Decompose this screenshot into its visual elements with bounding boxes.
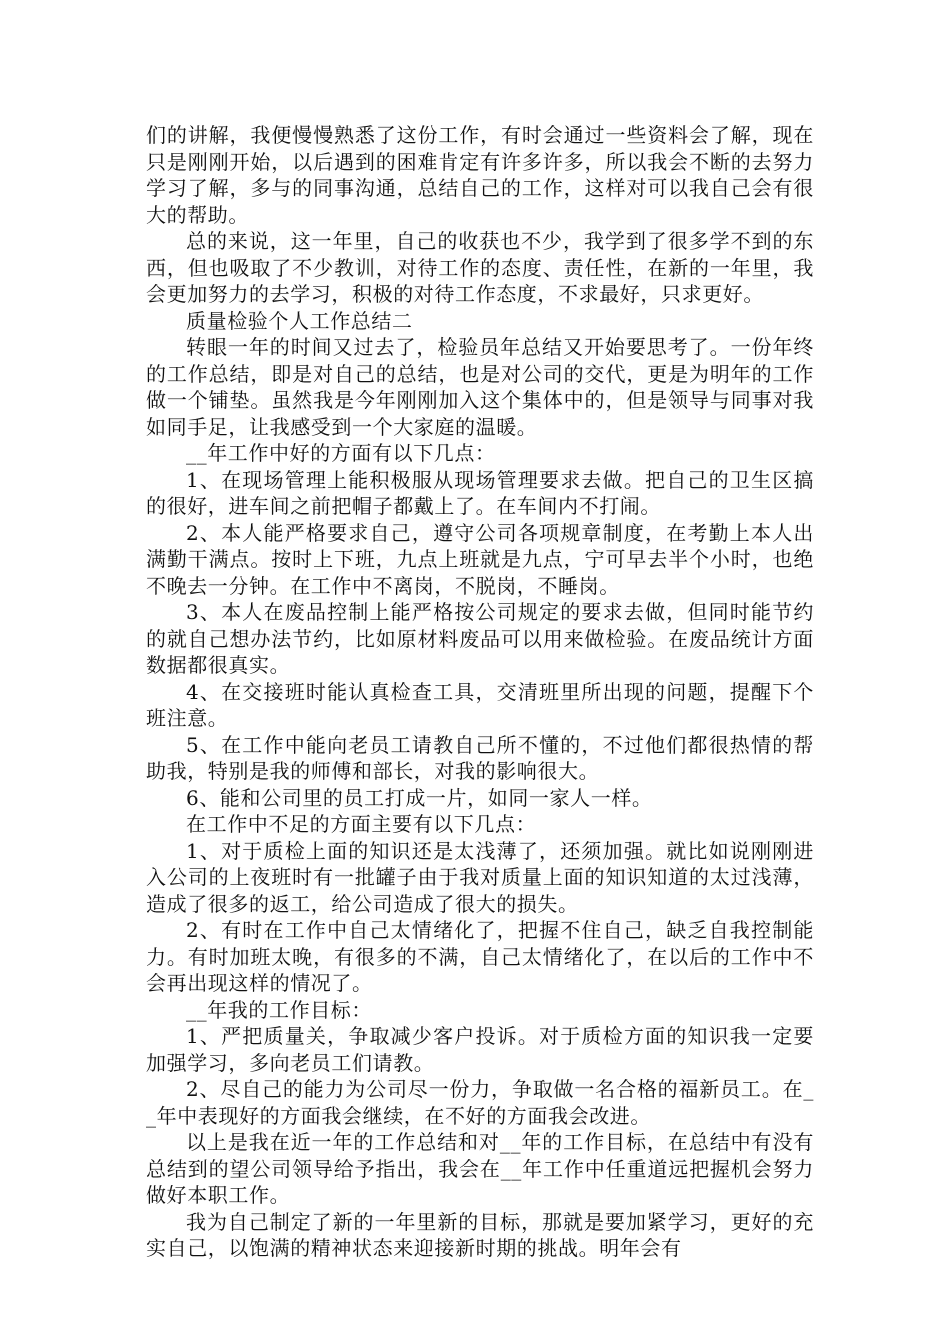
heading-good-points: __年工作中好的方面有以下几点： (186, 441, 496, 465)
paragraph-new-goals: 我为自己制定了新的一年里新的目标，那就是要加紧学习，更好的充实自己，以饱满的精神状态来迎接新时期的挑战。明年会有 (146, 1209, 814, 1260)
paragraph-intro: 转眼一年的时间又过去了，检验员年总结又开始要思考了。一份年终的工作总结，即是对自己的总结，也是对公司的交代，更是为明年的工作做一个铺垫。虽然我是今年刚刚加入这个集体中的，但是领导与同事对我如同手足，让我感受到一个大家庭的温暖。 (146, 335, 814, 439)
list-item-shortcoming-2: 2、有时在工作中自己太情绪化了，把握不住自己，缺乏自我控制能力。有时加班太晚，有很多的不满，自己太情绪化了，在以后的工作中不会再出现这样的情况了。 (146, 918, 814, 995)
paragraph-continued-training: 们的讲解，我便慢慢熟悉了这份工作，有时会通过一些资料会了解，现在只是刚刚开始，以后遇到的困难肯定有许多许多，所以我会不断的去努力学习了解，多与的同事沟通，总结自己的工作，这样对可以我自己会有很大的帮助。 (146, 123, 814, 227)
list-item-good-1: 1、在现场管理上能积极服从现场管理要求去做。把自己的卫生区搞的很好，进车间之前把帽子都戴上了。在车间内不打闹。 (146, 467, 814, 518)
paragraph-summary: 总的来说，这一年里，自己的收获也不少，我学到了很多学不到的东西，但也吸取了不少教训，对待工作的态度、责任性，在新的一年里，我会更加努力的去学习，积极的对待工作态度，不求最好，只求更好。 (146, 229, 814, 306)
document-body (146, 122, 814, 1262)
heading-shortcomings: 在工作中不足的方面主要有以下几点： (186, 812, 537, 836)
list-item-good-2: 2、本人能严格要求自己，遵守公司各项规章制度，在考勤上本人出满勤干满点。按时上下班，九点上班就是九点，宁可早去半个小时，也绝不晚去一分钟。在工作中不离岗，不脱岗，不睡岗。 (146, 520, 814, 598)
section-title: 质量检验个人工作总结二 (186, 308, 413, 333)
list-item-good-4: 4、在交接班时能认真检查工具，交清班里所出现的问题，提醒下个班注意。 (146, 679, 814, 730)
list-item-shortcoming-1: 1、对于质检上面的知识还是太浅薄了，还须加强。就比如说刚刚进入公司的上夜班时有一批罐子由于我对质量上面的知识知道的太过浅薄，造成了很多的返工，给公司造成了很大的损失。 (146, 838, 814, 916)
list-item-goal-2: 2、尽自己的能力为公司尽一份力，争取做一名合格的福新员工。在__年中表现好的方面我会继续，在不好的方面我会改进。 (146, 1077, 814, 1128)
list-item-goal-1: 1、严把质量关，争取减少客户投诉。对于质检方面的知识我一定要加强学习，多向老员工们请教。 (146, 1024, 814, 1075)
heading-goals: __年我的工作目标： (186, 997, 372, 1022)
list-item-good-5: 5、在工作中能向老员工请教自己所不懂的，不过他们都很热情的帮助我，特别是我的师傅和部长，对我的影响很大。 (146, 732, 814, 783)
list-item-good-3: 3、本人在废品控制上能严格按公司规定的要求去做，但同时能节约的就自己想办法节约，比如原材料废品可以用来做检验。在废品统计方面数据都很真实。 (146, 600, 814, 677)
list-item-good-6: 6、能和公司里的员工打成一片，如同一家人一样。 (186, 785, 653, 810)
paragraph-conclusion: 以上是我在近一年的工作总结和对__年的工作目标，在总结中有没有总结到的望公司领导给予指出，我会在__年工作中任重道远把握机会努力做好本职工作。 (146, 1130, 814, 1207)
